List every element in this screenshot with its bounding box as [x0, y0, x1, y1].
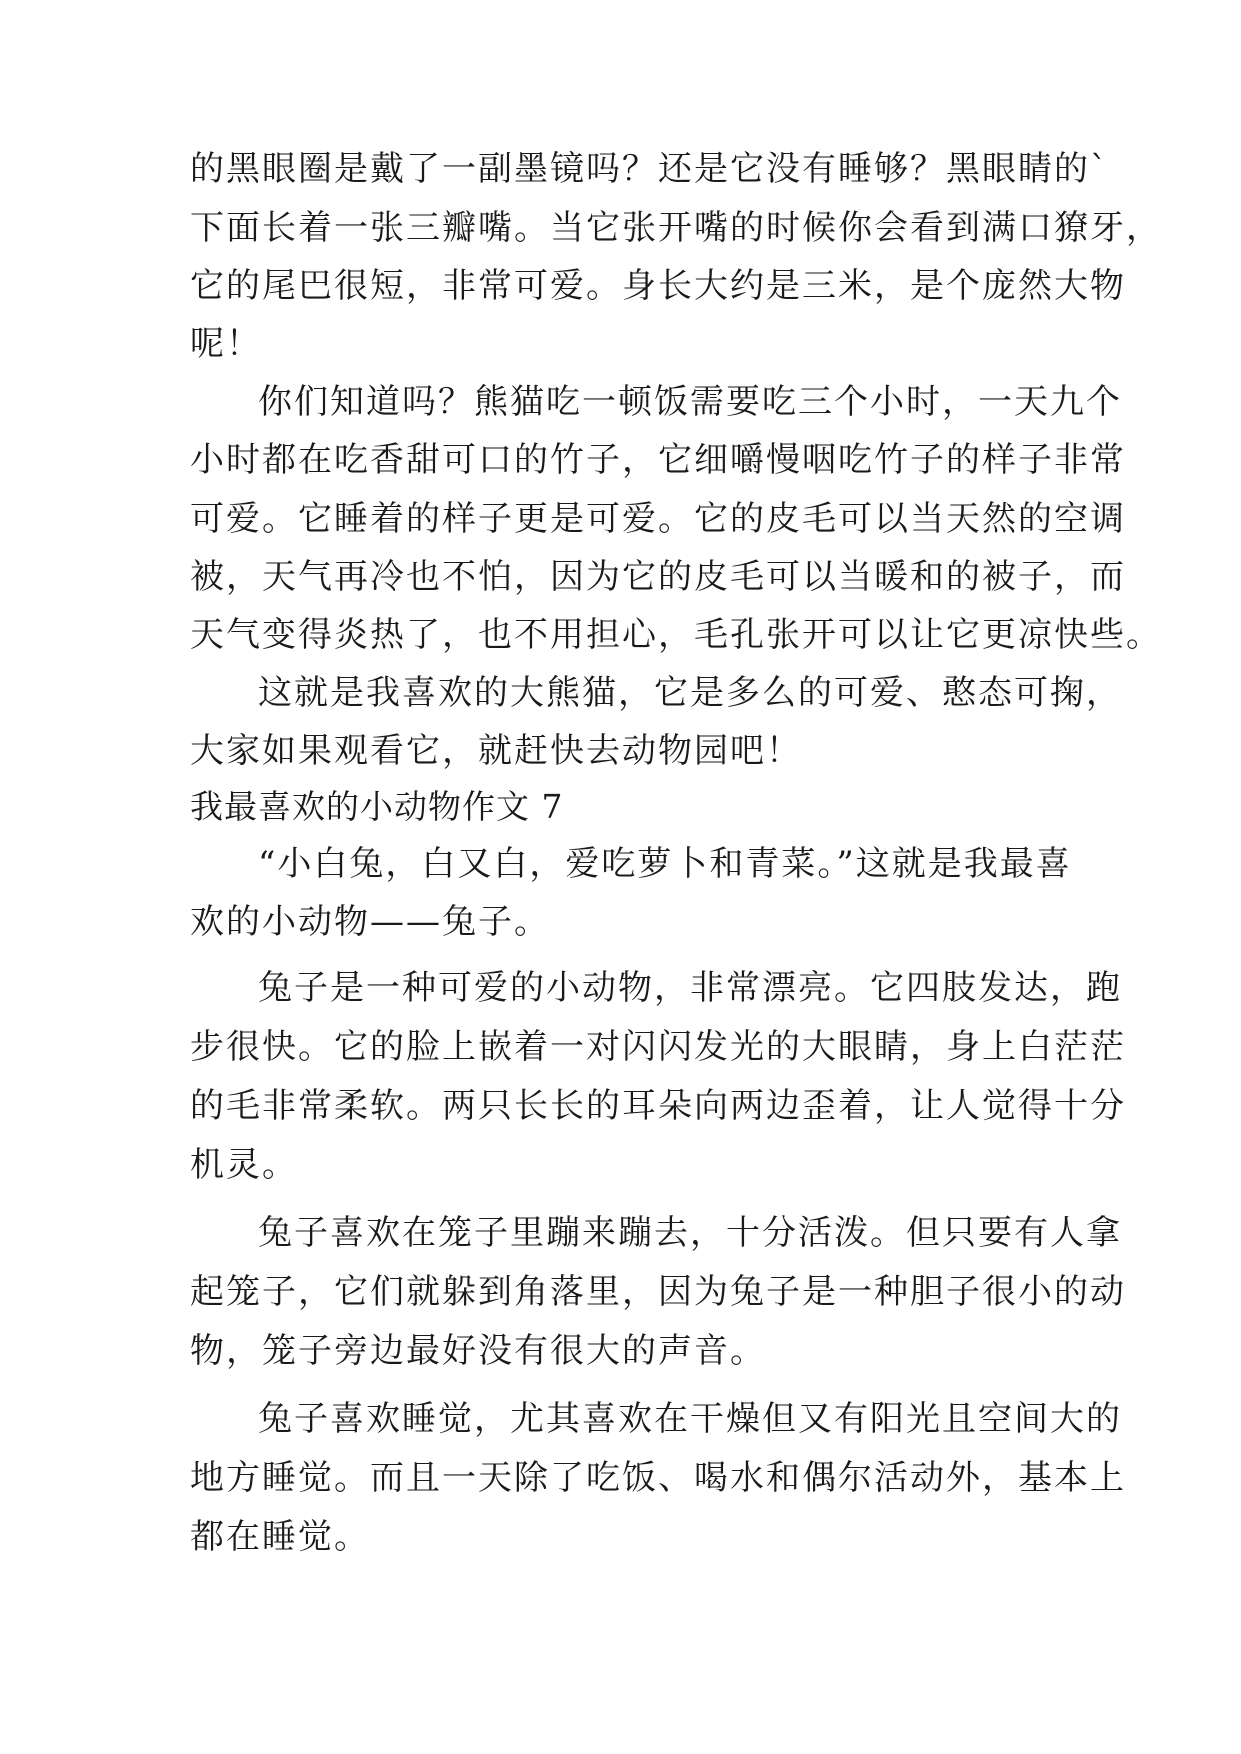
- text-line: 物，笼子旁边最好没有很大的声音。: [190, 1331, 766, 1371]
- text-line: 下面长着一张三瓣嘴。当它张开嘴的时候你会看到满口獠牙，: [190, 208, 1162, 248]
- text-line: 天气变得炎热了，也不用担心，毛孔张开可以让它更凉快些。: [190, 615, 1162, 655]
- text-line: 可爱。它睡着的样子更是可爱。它的皮毛可以当天然的空调: [190, 499, 1126, 539]
- paragraph-first-line: 兔子是一种可爱的小动物，非常漂亮。它四肢发达，跑: [258, 968, 1122, 1008]
- text-line: 它的尾巴很短，非常可爱。身长大约是三米，是个庞然大物: [190, 266, 1126, 306]
- text-line: 小时都在吃香甜可口的竹子，它细嚼慢咽吃竹子的样子非常: [190, 440, 1126, 480]
- text-line: 欢的小动物——兔子。: [190, 902, 550, 942]
- text-line: 大家如果观看它，就赶快去动物园吧！: [190, 731, 802, 771]
- text-line: 步很快。它的脸上嵌着一对闪闪发光的大眼睛，身上白茫茫: [190, 1027, 1126, 1067]
- text-line: 呢！: [190, 324, 262, 364]
- text-line: 机灵。: [190, 1145, 298, 1185]
- text-line: 的毛非常柔软。两只长长的耳朵向两边歪着，让人觉得十分: [190, 1086, 1126, 1126]
- paragraph-first-line: 这就是我喜欢的大熊猫，它是多么的可爱、憨态可掬，: [258, 673, 1122, 713]
- text-line: 地方睡觉。而且一天除了吃饭、喝水和偶尔活动外，基本上: [190, 1458, 1126, 1498]
- text-line: 起笼子，它们就躲到角落里，因为兔子是一种胆子很小的动: [190, 1272, 1126, 1312]
- text-line: 都在睡觉。: [190, 1517, 370, 1557]
- paragraph-first-line: 兔子喜欢睡觉，尤其喜欢在干燥但又有阳光且空间大的: [258, 1399, 1122, 1439]
- text-line: 的黑眼圈是戴了一副墨镜吗？还是它没有睡够？黑眼睛的`: [190, 149, 1109, 189]
- paragraph-first-line: 你们知道吗？熊猫吃一顿饭需要吃三个小时，一天九个: [258, 382, 1122, 422]
- text-line: 被，天气再冷也不怕，因为它的皮毛可以当暖和的被子，而: [190, 557, 1126, 597]
- paragraph-first-line: “小白兔，白又白，爱吃萝卜和青菜。”这就是我最喜: [258, 844, 1072, 884]
- section-heading: 我最喜欢的小动物作文 7: [190, 787, 564, 826]
- paragraph-first-line: 兔子喜欢在笼子里蹦来蹦去，十分活泼。但只要有人拿: [258, 1213, 1122, 1253]
